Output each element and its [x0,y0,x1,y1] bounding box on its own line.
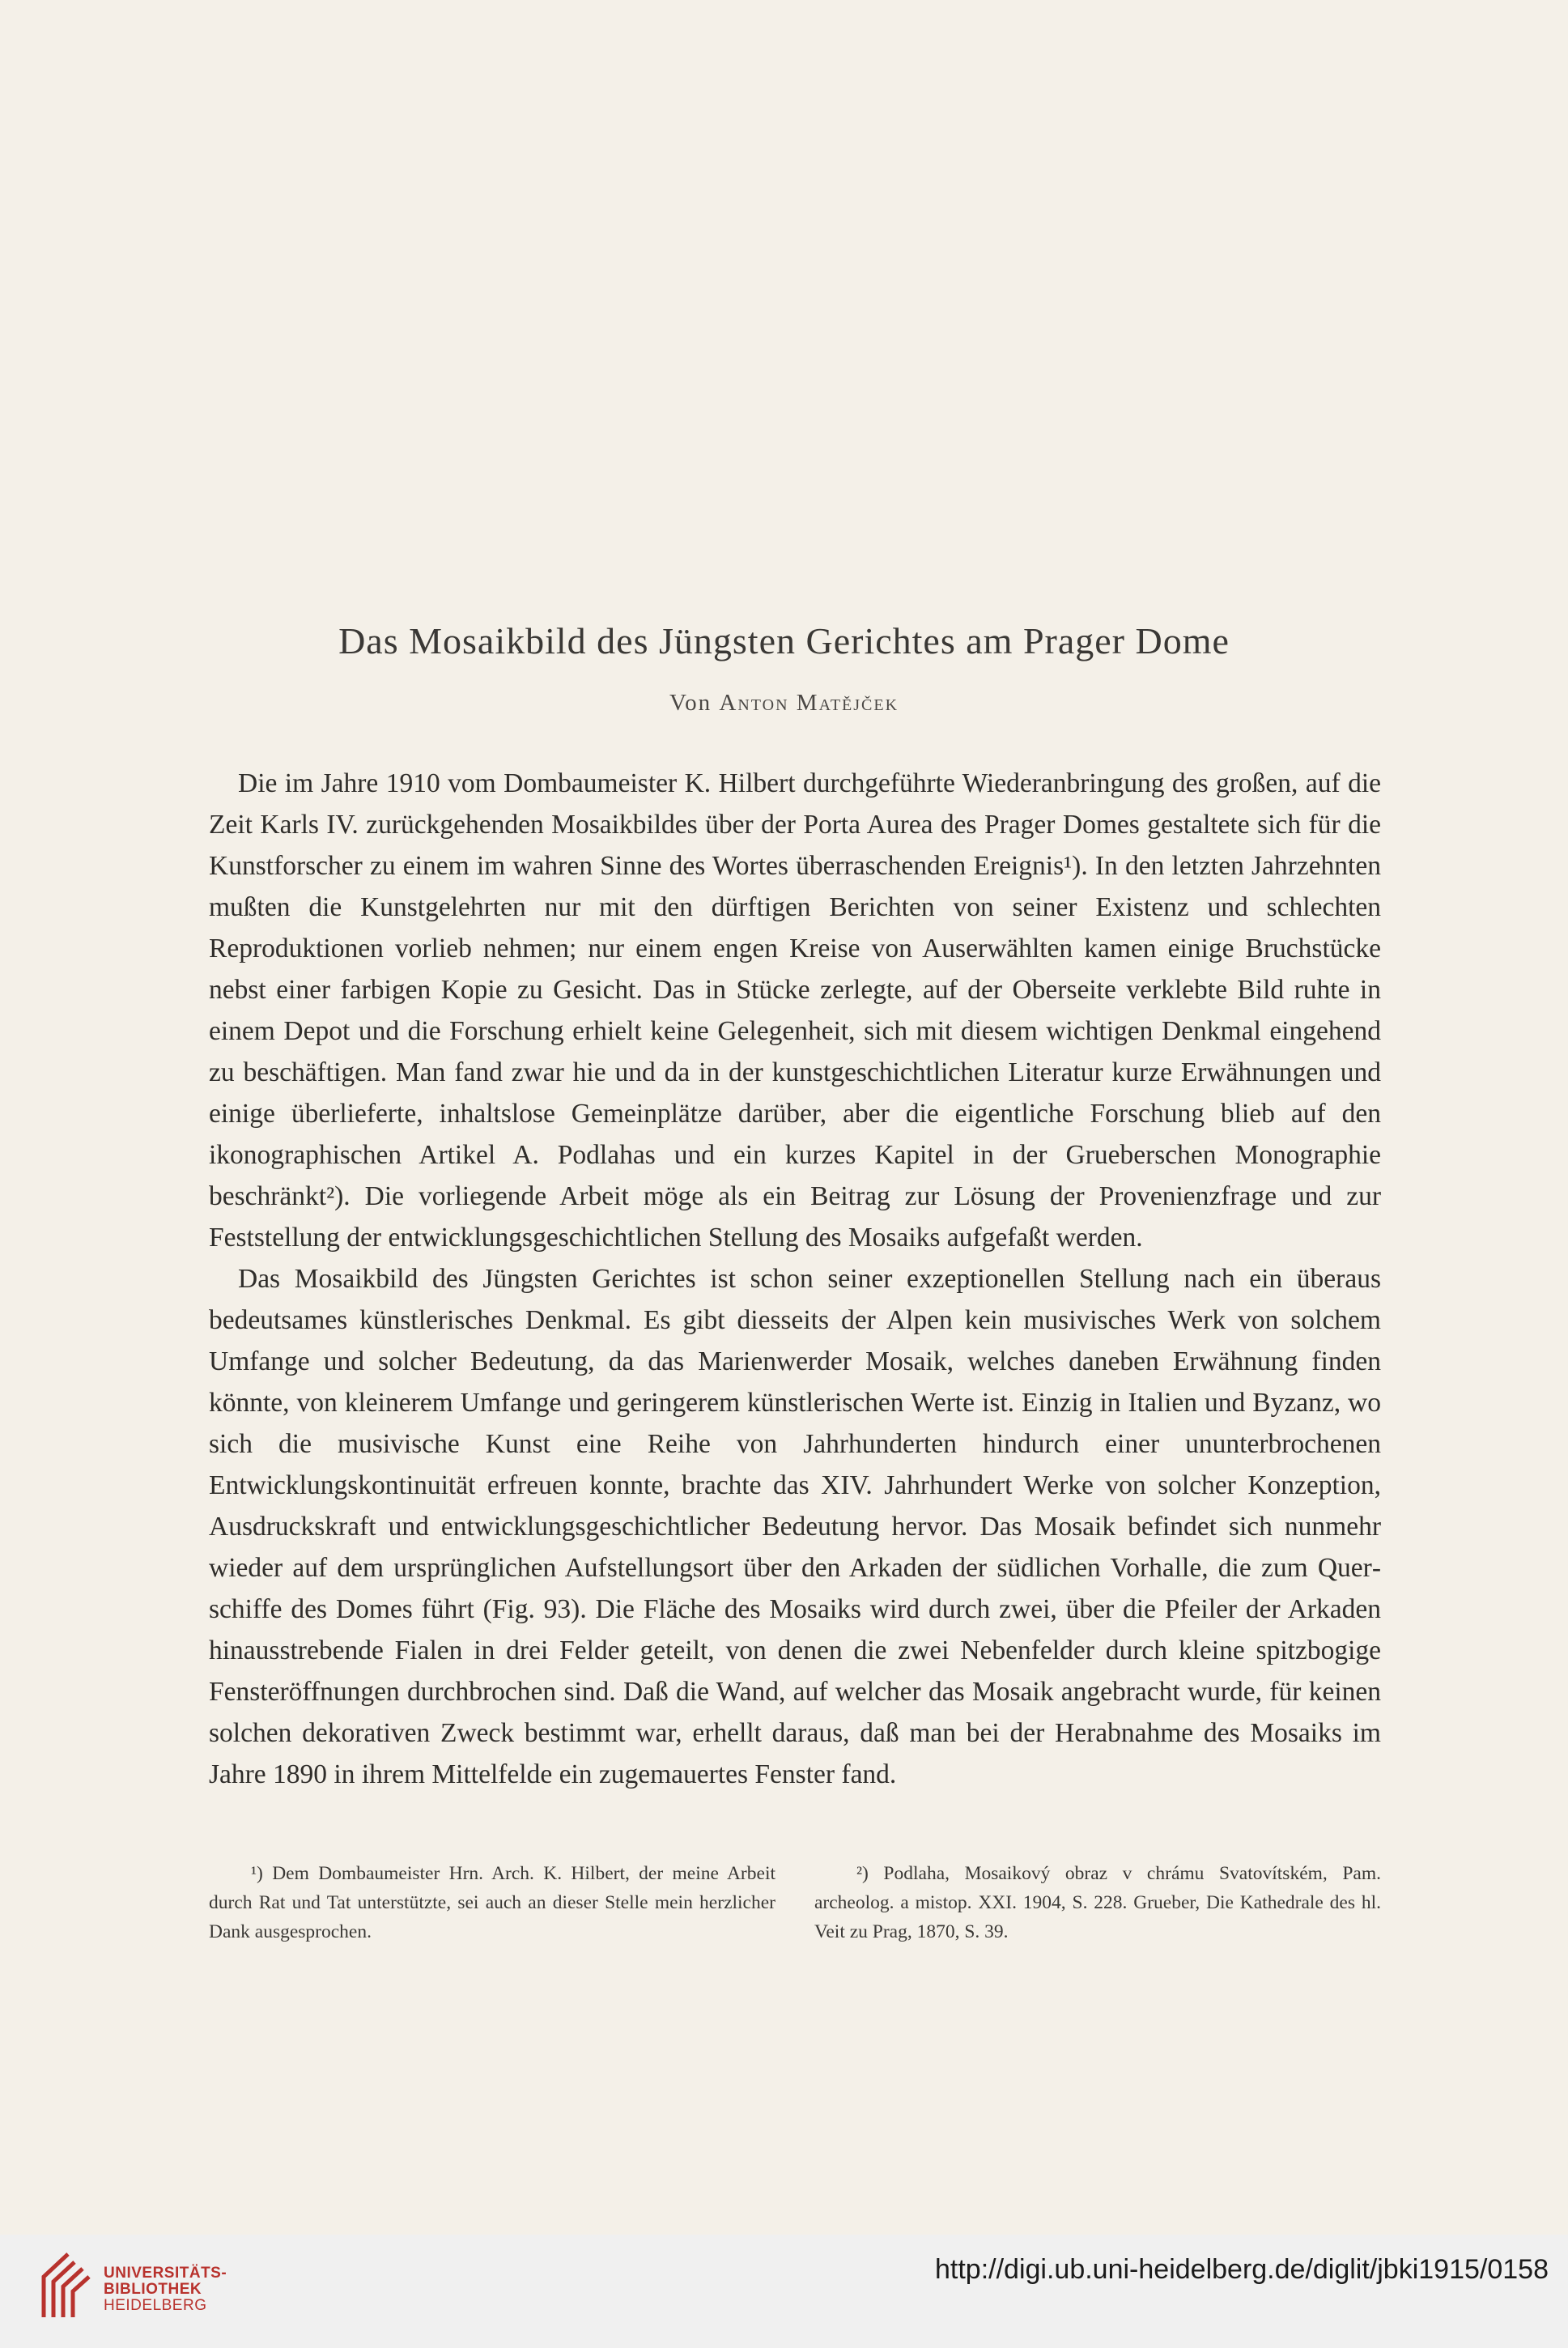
byline-prefix: Von [669,690,712,716]
footnotes [209,1859,1381,1946]
library-line-1: UNIVERSITÄTS- [104,2265,227,2282]
ub-heidelberg-logo-icon[interactable] [37,2249,92,2322]
footnote-text: ²) Podlaha, Mosaikový obraz v chrámu Svatovítském, Pam. archeolog. a mistop. XXI. 1904, S. 228. Grueber, Die Kathedrale des hl. Veit zu Prag, 1870, S. 39. [814,1863,1381,1942]
paragraph: Die im Jahre 1910 vom Dombaumeister K. Hilbert durchgeführte Wiederanbringung des großen, auf die Zeit Karls IV. zurückgehenden Mosaikbildes über der Porta Aurea des Prager Domes gestaltete sich für die Kunstforscher zu einem im wahren Sinne des Wortes überraschenden Ereignis¹). In den letzten Jahrzehnten mußten die Kunstgelehrten nur mit den dürftigen Berichten von seiner Existenz und schlechten Reproduktionen vorlieb nehmen; nur einem engen Kreise von Auserwählten kamen einige Bruchstücke nebst einer farbigen Kopie zu Gesicht. Das in Stücke zerlegte, auf der Oberseite verklebte Bild ruhte in einem Depot und die Forschung erhielt keine Gelegenheit, sich mit diesem wichtigen Denkmal eingehend zu beschäftigen. Man fand zwar hie und da in der kunstgeschichtlichen Literatur kurze Erwähnungen und einige überlieferte, inhaltslose Gemeinplätze darüber, aber die eigentliche Forschung blieb auf den ikonographischen Artikel A. Podlahas und ein kurzes Kapitel in der Grueberschen Monographie beschränkt²). Die vorliegende Arbeit möge als ein Beitrag zur Lösung der Provenienzfrage und zur Feststellung der entwicklungsgeschichtlichen Stellung des Mosaiks aufgefaßt werden. [209,768,1381,1253]
footnote-text: ¹) Dem Dombaumeister Hrn. Arch. K. Hilbert, der meine Arbeit durch Rat und Tat unterstützte, sei auch an dieser Stelle mein herzlicher Dank ausgesprochen. [209,1863,776,1942]
author-name: Anton Matějček [719,690,899,716]
library-line-3: HEIDELBERG [104,2297,207,2314]
article-title: Das Mosaikbild des Jüngsten Gerichtes am Prager Dome [338,620,1230,661]
library-line-2: BIBLIOTHEK [104,2281,202,2298]
source-url-link[interactable]: http://digi.ub.uni-heidelberg.de/diglit/jbki1915/0158 [935,2254,1549,2285]
footnote-1 [209,1859,776,1946]
article-body [209,763,1381,1795]
library-name[interactable] [104,2265,227,2314]
footer-bar [0,2235,1568,2348]
paragraph: Das Mosaikbild des Jüngsten Gerichtes ist schon seiner exzeptionellen Stellung nach ein überaus bedeutsames künstlerisches Denkmal. Es gibt diesseits der Alpen kein musivisches Werk von solchem Umfange und solcher Bedeutung, da das Marienwerder Mosaik, welches daneben Erwähnung finden könnte, von kleinerem Umfange und geringerem künstlerischen Werte ist. Einzig in Italien und Byzanz, wo sich die musivische Kunst eine Reihe von Jahrhunderten hindurch einer ununterbrochenen Entwicklungskontinuität erfreuen konnte, brachte das XIV. Jahrhundert Werke von solcher Konzeption, Ausdruckskraft und entwicklungsgeschichtlicher Bedeutung hervor. Das Mosaik befindet sich nunmehr wieder auf dem ursprünglichen Aufstellungsort über den Arkaden der südlichen Vorhalle, die zum Querschiffe des Domes führt (Fig. 93). Die Fläche des Mosaiks wird durch zwei, über die Pfeiler der Arkaden hinausstrebende Fialen in drei Felder geteilt, von denen die zwei Nebenfelder durch kleine spitzbogige Fensteröffnungen durchbrochen sind. Daß die Wand, auf welcher das Mosaik angebracht wurde, für keinen solchen dekorativen Zweck bestimmt war, erhellt daraus, daß man bei der Herabnahme des Mosaiks im Jahre 1890 in ihrem Mittelfelde ein zugemauertes Fenster fand. [209,1264,1381,1789]
article-byline [0,690,1568,717]
footnote-2 [814,1859,1381,1946]
